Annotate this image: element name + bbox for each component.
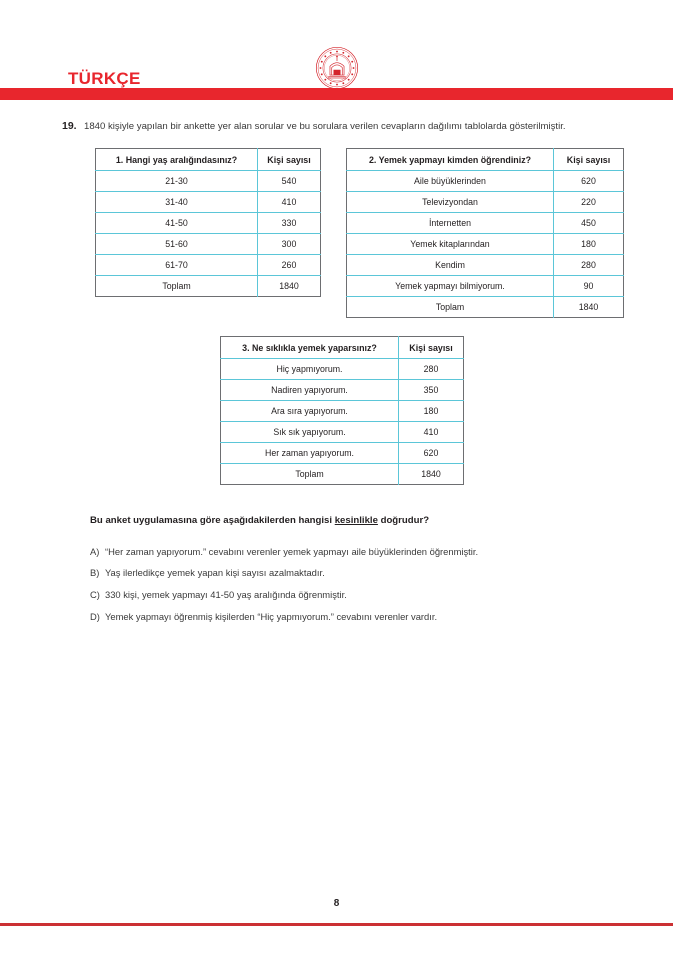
prompt-part-before: Bu anket uygulamasına göre aşağıdakilerden hangisi (90, 515, 335, 527)
cell-label: Nadiren yapıyorum. (221, 380, 399, 401)
question-intro-text: 1840 kişiyle yapılan bir ankette yer alan sorular ve bu sorulara verilen cevapların dağılımı tablolarda gösterilmiştir. (84, 121, 566, 132)
option-text: Yaş ilerledikçe yemek yapan kişi sayısı azalmaktadır. (105, 567, 325, 579)
table-row (347, 255, 624, 276)
option-letter: A) (90, 545, 100, 557)
column-header-count: Kişi sayısı (554, 149, 624, 171)
cell-value-total: 1840 (399, 464, 464, 485)
footer-red-bar (0, 923, 673, 926)
cell-value: 280 (399, 359, 464, 380)
cell-label: Ara sıra yapıyorum. (221, 401, 399, 422)
tables-row-top (0, 148, 673, 314)
answer-option-a[interactable] (90, 545, 618, 559)
answer-options-list (90, 545, 618, 624)
column-header-question: 3. Ne sıklıkla yemek yaparsınız? (221, 337, 399, 359)
cell-label: 61-70 (96, 255, 258, 276)
option-letter: C) (90, 589, 100, 601)
cell-label: İnternetten (347, 213, 554, 234)
cell-value: 90 (554, 276, 624, 297)
cell-label: Yemek yapmayı bilmiyorum. (347, 276, 554, 297)
table-row (347, 171, 624, 192)
meb-emblem-logo (315, 46, 359, 90)
column-header-count: Kişi sayısı (399, 337, 464, 359)
table-row (221, 443, 464, 464)
tables-row-bottom (0, 336, 673, 492)
prompt-part-after: doğrudur? (377, 515, 430, 527)
table-row (347, 192, 624, 213)
table-row (347, 276, 624, 297)
cell-value-total: 1840 (554, 297, 624, 318)
cell-label: 31-40 (96, 192, 258, 213)
cell-label-total: Toplam (221, 464, 399, 485)
cell-label: Aile büyüklerinden (347, 171, 554, 192)
table-header-row (221, 337, 464, 359)
answer-option-b[interactable] (90, 566, 618, 580)
option-text: “Her zaman yapıyorum.” cevabını verenler yemek yapmayı aile büyüklerinden öğrenmiştir. (105, 545, 479, 557)
cell-value: 620 (399, 443, 464, 464)
cell-label-total: Toplam (96, 276, 258, 297)
page-content (0, 104, 673, 631)
cell-value: 450 (554, 213, 624, 234)
table-row (96, 171, 321, 192)
cell-value: 280 (554, 255, 624, 276)
cell-value: 180 (399, 401, 464, 422)
table-row (221, 401, 464, 422)
cell-label: Yemek kitaplarından (347, 234, 554, 255)
cell-label-total: Toplam (347, 297, 554, 318)
table-row (96, 213, 321, 234)
cell-label: Kendim (347, 255, 554, 276)
table-row (221, 359, 464, 380)
header-red-bar (0, 88, 673, 100)
table-row (96, 255, 321, 276)
question-prompt (90, 514, 618, 527)
answer-option-d[interactable] (90, 610, 618, 624)
column-header-question: 1. Hangi yaş aralığındasınız? (96, 149, 258, 171)
page-footer (0, 898, 673, 960)
cell-value: 410 (399, 422, 464, 443)
cell-label: 41-50 (96, 213, 258, 234)
option-text: 330 kişi, yemek yapmayı 41-50 yaş aralığında öğrenmiştir. (105, 589, 347, 601)
question-19-block (62, 120, 618, 134)
table-row (221, 380, 464, 401)
cell-value: 350 (399, 380, 464, 401)
option-letter: D) (90, 610, 100, 622)
cell-label: Her zaman yapıyorum. (221, 443, 399, 464)
cell-label: Sık sık yapıyorum. (221, 422, 399, 443)
page-subject-title: TÜRKÇE (68, 69, 141, 88)
question-prompt-block (90, 514, 618, 623)
cell-label: 51-60 (96, 234, 258, 255)
table-total-row (347, 297, 624, 318)
cell-value: 620 (554, 171, 624, 192)
cell-value: 180 (554, 234, 624, 255)
column-header-count: Kişi sayısı (258, 149, 321, 171)
question-number: 19. (62, 120, 77, 132)
page-header (0, 0, 673, 104)
cell-value: 410 (258, 192, 321, 213)
page-number: 8 (333, 898, 340, 909)
cell-value: 220 (554, 192, 624, 213)
table-header-row (96, 149, 321, 171)
cell-label: Televizyondan (347, 192, 554, 213)
cell-value: 330 (258, 213, 321, 234)
cell-value: 300 (258, 234, 321, 255)
cell-label: 21-30 (96, 171, 258, 192)
prompt-emphasis-kesinlikle: kesinlikle (334, 515, 378, 527)
survey-table-cooking-frequency (220, 336, 464, 485)
table-total-row (96, 276, 321, 297)
cell-value: 540 (258, 171, 321, 192)
table-row (347, 213, 624, 234)
cell-value-total: 1840 (258, 276, 321, 297)
column-header-question: 2. Yemek yapmayı kimden öğrendiniz? (347, 149, 554, 171)
option-text: Yemek yapmayı öğrenmiş kişilerden “Hiç yapmıyorum.” cevabını verenler vardır. (105, 610, 438, 622)
table-total-row (221, 464, 464, 485)
table-row (347, 234, 624, 255)
table-row (96, 234, 321, 255)
survey-table-learning-source (346, 148, 624, 318)
cell-label: Hiç yapmıyorum. (221, 359, 399, 380)
option-letter: B) (90, 567, 100, 579)
survey-table-age-range (95, 148, 321, 297)
table-header-row (347, 149, 624, 171)
cell-value: 260 (258, 255, 321, 276)
table-row (221, 422, 464, 443)
answer-option-c[interactable] (90, 588, 618, 602)
table-row (96, 192, 321, 213)
